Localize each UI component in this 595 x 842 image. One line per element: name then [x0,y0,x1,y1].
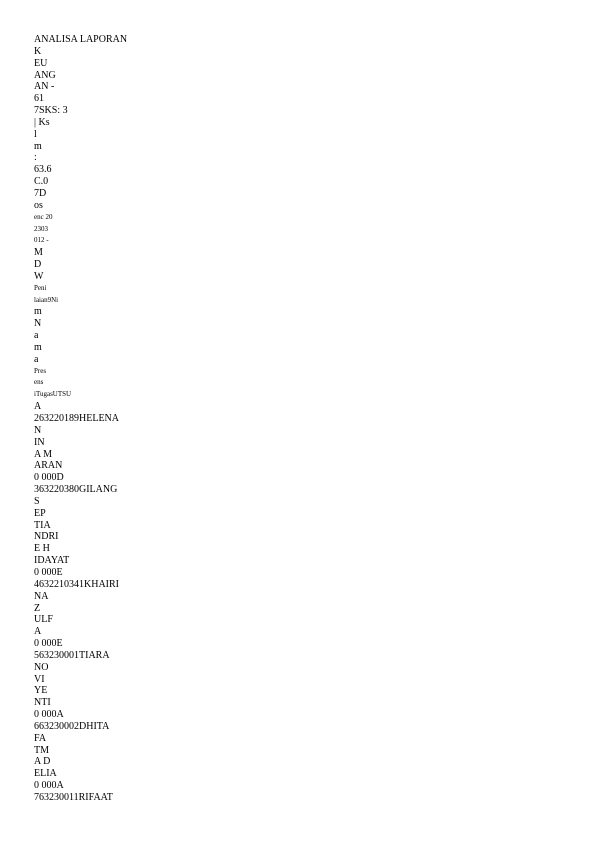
text-line: ANG [34,69,56,81]
text-line: 63.6 [34,164,52,176]
text-line: ARAN [34,460,63,472]
text-line: iTugasUTSU [34,390,72,399]
text-line: 763230011RIFAAT [34,792,113,803]
text-line: YE [34,685,48,697]
text-line: ULF [34,614,53,626]
text-line: 012 - [34,236,49,245]
text-line: N [34,424,42,436]
text-line: laian9Ni [34,295,59,304]
text-line: 663230002DHITA [34,720,110,732]
text-line: : [34,152,37,164]
text-line: AN - [34,81,55,93]
text-line: 61 [34,93,44,105]
text-line: os [34,199,43,211]
text-line: E H [34,543,50,555]
text-line: D [34,259,42,271]
text-line: Peni [34,283,47,292]
text-line: 7D [34,187,47,199]
text-column [34,34,334,804]
text-line: 0 000E [34,638,63,650]
text-line: 7SKS: 3 [34,105,68,117]
text-line: ANALISA LAPORAN [34,34,128,45]
text-line: 0 000A [34,780,64,792]
text-line: a [34,330,39,342]
text-line: S [34,495,40,507]
text-line: TM [34,744,49,756]
text-line: enc 20 [34,212,53,221]
text-line: 0 000A [34,709,64,721]
text-line: ens [34,378,44,387]
text-line: VI [34,673,45,685]
text-line: C.0 [34,176,49,188]
text-line: IN [34,436,45,448]
text-line: 2303 [34,224,48,233]
text-line: A [34,626,42,638]
text-line: W [34,270,44,282]
text-line: l [34,128,37,140]
text-line: m [34,341,42,353]
text-line: NO [34,661,49,673]
text-line: EU [34,57,48,69]
text-line: | Ks [34,116,50,128]
text-line: M [34,247,43,259]
text-line: NA [34,590,49,602]
text-line: N [34,318,42,330]
text-line: Z [34,602,41,614]
text-line: ELIA [34,768,57,780]
text-line: 363220380GILANG [34,484,118,496]
text-line: m [34,306,42,318]
text-line: EP [34,507,46,519]
text-line: A [34,401,42,413]
text-line: 0 000D [34,472,64,484]
text-line: TIA [34,519,51,531]
text-line: 263220189HELENA [34,413,119,424]
text-line: NDRI [34,531,59,543]
text-line: 0 000E [34,566,63,578]
text-line: 563230001TIARA [34,649,110,661]
text-line: FA [34,732,47,744]
text-line: K [34,45,42,57]
text-line: a [34,353,39,365]
text-line: Pres [34,366,47,375]
text-line: m [34,140,42,152]
text-line: A M [34,448,53,460]
text-line: IDAYAT [34,555,70,567]
text-line: A D [34,756,51,768]
text-line: NTI [34,697,51,709]
text-line: 4632210341KHAIRI [34,578,119,590]
